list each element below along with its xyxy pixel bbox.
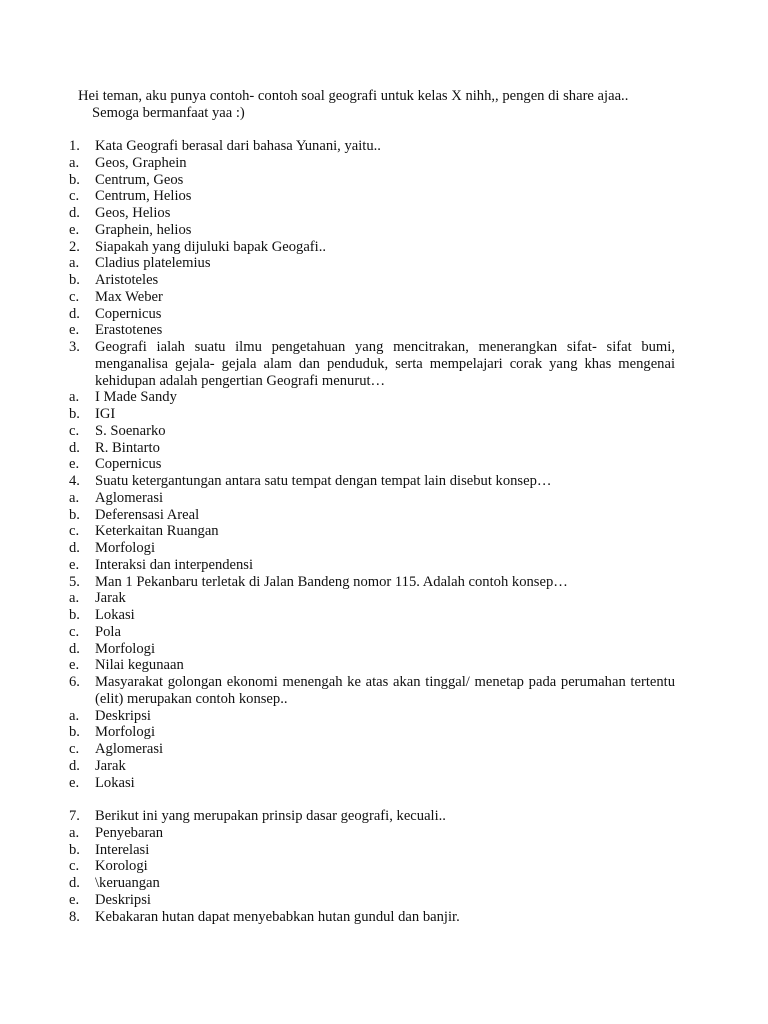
answer-option — [69, 892, 675, 909]
answer-option — [69, 507, 675, 524]
option-text: Deskripsi — [95, 707, 151, 724]
option-letter: c. — [69, 288, 80, 305]
option-letter: e. — [69, 657, 80, 674]
option-letter: b. — [69, 171, 80, 188]
option-text: Jarak — [95, 757, 126, 774]
option-text: Morfologi — [95, 640, 155, 657]
question-text: Kebakaran hutan dapat menyebabkan hutan gundul dan banjir. — [95, 908, 460, 925]
option-text: Centrum, Geos — [95, 171, 184, 188]
option-letter: e. — [69, 774, 80, 791]
option-text: Morfologi — [95, 724, 155, 741]
option-letter: c. — [69, 858, 80, 875]
intro-paragraph — [78, 88, 698, 121]
option-text: Deskripsi — [95, 891, 151, 908]
question-item — [69, 473, 675, 490]
option-letter: b. — [69, 724, 80, 741]
answer-option — [69, 172, 675, 189]
question-text: Geografi ialah suatu ilmu pengetahuan yang mencitrakan, menerangkan sifat- sifat bumi, menganalisa gejala- gejala alam dan penduduk, serta mempelajari corak yang khas mengenai kehidupan adalah pengertian Geografi menurut… — [95, 339, 675, 389]
option-text: Keterkaitan Ruangan — [95, 523, 219, 540]
question-text: Man 1 Pekanbaru terletak di Jalan Bandeng nomor 115. Adalah contoh konsep… — [95, 573, 568, 590]
answer-option — [69, 272, 675, 289]
option-text: Jarak — [95, 590, 126, 607]
answer-option — [69, 708, 675, 725]
question-number: 6. — [69, 674, 80, 690]
option-text: Korologi — [95, 858, 148, 875]
answer-option — [69, 205, 675, 222]
option-letter: a. — [69, 154, 80, 171]
option-text: Deferensasi Areal — [95, 506, 200, 523]
answer-option — [69, 389, 675, 406]
question-item — [69, 574, 675, 591]
answer-option — [69, 875, 675, 892]
option-text: Centrum, Helios — [95, 188, 192, 205]
answer-option — [69, 155, 675, 172]
answer-option — [69, 590, 675, 607]
option-letter: d. — [69, 640, 80, 657]
answer-option — [69, 624, 675, 641]
option-letter: d. — [69, 757, 80, 774]
answer-option — [69, 724, 675, 741]
question-text: Siapakah yang dijuluki bapak Geogafi.. — [95, 238, 327, 255]
option-letter: e. — [69, 556, 80, 573]
answer-option — [69, 540, 675, 557]
answer-option — [69, 775, 675, 792]
option-letter: a. — [69, 389, 80, 406]
answer-option — [69, 657, 675, 674]
option-text: Interaksi dan interpendensi — [95, 556, 254, 573]
option-text: Pola — [95, 623, 121, 640]
question-number: 8. — [69, 908, 80, 925]
answer-option — [69, 758, 675, 775]
question-text: Berikut ini yang merupakan prinsip dasar geografi, kecuali.. — [95, 808, 446, 824]
answer-option — [69, 255, 675, 272]
answer-option — [69, 306, 675, 323]
option-text: R. Bintarto — [95, 439, 160, 456]
option-letter: d. — [69, 875, 80, 891]
option-text: Copernicus — [95, 456, 162, 473]
question-item — [69, 674, 675, 708]
question-item — [69, 239, 675, 256]
option-letter: b. — [69, 607, 80, 623]
option-letter: c. — [69, 422, 80, 439]
question-item — [69, 909, 675, 926]
answer-option — [69, 641, 675, 658]
question-text: Kata Geografi berasal dari bahasa Yunani, yaitu.. — [95, 138, 381, 154]
intro-line-1: Hei teman, aku punya contoh- contoh soal geografi untuk kelas X nihh,, pengen di share ajaa.. — [78, 88, 629, 104]
option-text: Graphein, helios — [95, 221, 192, 238]
option-letter: a. — [69, 824, 80, 841]
option-text: Aglomerasi — [95, 489, 164, 506]
answer-option — [69, 406, 675, 423]
answer-option — [69, 607, 675, 624]
option-text: Nilai kegunaan — [95, 657, 184, 674]
option-letter: b. — [69, 841, 80, 858]
answer-option — [69, 322, 675, 339]
option-text: Copernicus — [95, 305, 162, 322]
option-letter: b. — [69, 506, 80, 523]
option-letter: e. — [69, 456, 80, 473]
option-text: Aglomerasi — [95, 741, 164, 757]
option-text: Geos, Graphein — [95, 154, 187, 171]
answer-option — [69, 222, 675, 239]
question-number: 2. — [69, 238, 80, 255]
option-letter: a. — [69, 590, 80, 607]
option-letter: d. — [69, 305, 80, 322]
option-letter: e. — [69, 891, 80, 908]
answer-option — [69, 423, 675, 440]
question-text: Suatu ketergantungan antara satu tempat dengan tempat lain disebut konsep… — [95, 473, 552, 489]
option-letter: c. — [69, 623, 80, 640]
option-text: Penyebaran — [95, 824, 164, 841]
question-item — [69, 138, 675, 155]
option-letter: d. — [69, 439, 80, 456]
question-number: 1. — [69, 138, 80, 154]
option-letter: b. — [69, 406, 80, 422]
question-number: 3. — [69, 339, 80, 355]
option-letter: c. — [69, 188, 80, 205]
option-text: Lokasi — [95, 774, 135, 791]
option-text: Morfologi — [95, 540, 155, 556]
option-letter: c. — [69, 523, 80, 540]
option-letter: e. — [69, 221, 80, 238]
answer-option — [69, 440, 675, 457]
option-text: Cladius platelemius — [95, 255, 211, 272]
option-text: Aristoteles — [95, 272, 159, 288]
question-list — [69, 138, 675, 925]
option-letter: d. — [69, 205, 80, 221]
answer-option — [69, 825, 675, 842]
blank-line — [69, 791, 675, 808]
option-text: Max Weber — [95, 288, 163, 305]
answer-option — [69, 490, 675, 507]
option-letter: c. — [69, 741, 80, 757]
option-text: I Made Sandy — [95, 389, 177, 406]
answer-option — [69, 456, 675, 473]
question-number: 7. — [69, 808, 80, 824]
question-item — [69, 339, 675, 389]
question-number: 5. — [69, 573, 80, 590]
answer-option — [69, 523, 675, 540]
question-number: 4. — [69, 473, 80, 489]
intro-line-2: Semoga bermanfaat yaa :) — [92, 104, 245, 121]
option-letter: a. — [69, 707, 80, 724]
option-text: IGI — [95, 406, 116, 422]
question-item — [69, 808, 675, 825]
option-text: Interelasi — [95, 841, 150, 858]
option-text: Geos, Helios — [95, 205, 171, 221]
question-text: Masyarakat golongan ekonomi menengah ke atas akan tinggal/ menetap pada perumahan tertentu (elit) merupakan contoh konsep.. — [95, 674, 675, 707]
option-letter: a. — [69, 255, 80, 272]
option-letter: d. — [69, 540, 80, 556]
option-text: Lokasi — [95, 607, 135, 623]
answer-option — [69, 842, 675, 859]
option-letter: e. — [69, 322, 80, 339]
option-text: Erastotenes — [95, 322, 163, 339]
answer-option — [69, 188, 675, 205]
option-text: \keruangan — [95, 875, 160, 891]
option-letter: a. — [69, 489, 80, 506]
answer-option — [69, 557, 675, 574]
answer-option — [69, 741, 675, 758]
answer-option — [69, 289, 675, 306]
answer-option — [69, 858, 675, 875]
option-letter: b. — [69, 272, 80, 288]
option-text: S. Soenarko — [95, 422, 166, 439]
